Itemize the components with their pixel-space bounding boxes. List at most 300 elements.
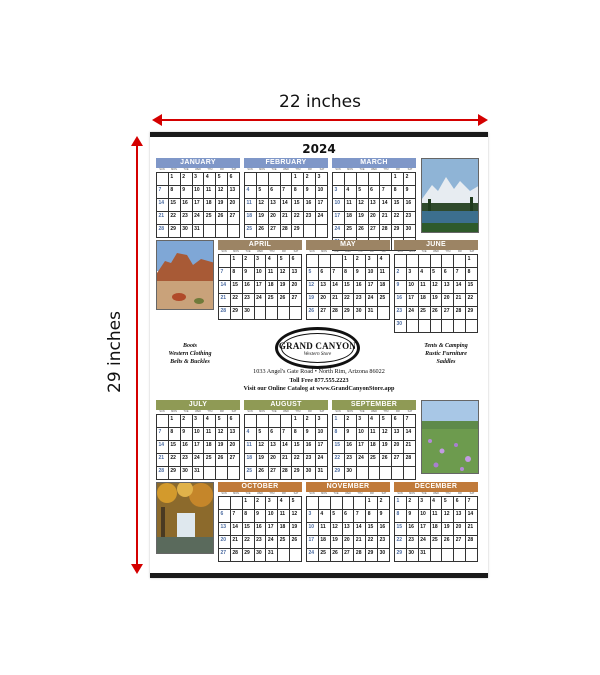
day-cell: 24 [255, 294, 267, 307]
empty-day-cell [466, 549, 478, 562]
weekday-label: TUE [271, 410, 277, 413]
day-cell: 6 [219, 510, 231, 523]
weekday-row [306, 492, 390, 496]
weekday-label: WED [433, 492, 439, 495]
day-cell: 13 [442, 281, 454, 294]
weekday-label: TUE [183, 410, 189, 413]
day-cell: 18 [378, 281, 390, 294]
weekday-label: TUE [183, 168, 189, 171]
day-cell: 26 [307, 307, 319, 320]
day-cell: 2 [404, 173, 416, 186]
day-cell: 2 [354, 255, 366, 268]
day-cell: 7 [157, 428, 169, 441]
day-cell: 15 [392, 199, 404, 212]
day-cell: 26 [290, 536, 302, 549]
day-cell: 28 [157, 467, 169, 480]
weekday-label: THU [383, 410, 389, 413]
day-cell: 30 [345, 467, 357, 480]
day-cell: 22 [169, 212, 181, 225]
day-cell: 20 [319, 294, 331, 307]
day-cell: 28 [354, 549, 366, 562]
empty-day-cell [419, 320, 431, 333]
weekday-label: WED [257, 250, 263, 253]
day-cell: 19 [216, 441, 228, 454]
day-cell: 29 [292, 225, 304, 238]
day-cell: 5 [278, 255, 290, 268]
day-cell: 31 [193, 467, 205, 480]
day-cell: 4 [266, 255, 278, 268]
day-cell: 29 [395, 549, 407, 562]
day-cell: 21 [331, 294, 343, 307]
weekday-label: WED [195, 168, 201, 171]
day-cell: 31 [266, 549, 278, 562]
weekday-row [332, 410, 416, 414]
day-cell: 16 [243, 281, 255, 294]
day-cell: 7 [380, 186, 392, 199]
day-cell: 28 [231, 549, 243, 562]
day-cell: 3 [357, 415, 369, 428]
day-cell: 16 [345, 441, 357, 454]
day-cell: 23 [345, 454, 357, 467]
day-cell: 24 [316, 212, 328, 225]
day-cell: 11 [204, 186, 216, 199]
day-cell: 4 [378, 255, 390, 268]
empty-day-cell [357, 467, 369, 480]
weekday-label: TUE [421, 492, 427, 495]
day-cell: 14 [466, 510, 478, 523]
day-cell: 12 [216, 428, 228, 441]
day-cell: 20 [392, 441, 404, 454]
empty-day-cell [157, 415, 169, 428]
day-cell: 19 [290, 523, 302, 536]
day-cell: 10 [193, 428, 205, 441]
weekday-label: FRI [369, 492, 375, 495]
day-cell: 4 [245, 186, 257, 199]
day-cell: 27 [228, 454, 240, 467]
day-cell: 10 [419, 510, 431, 523]
arrow-left-icon [152, 114, 162, 126]
day-cell: 19 [380, 441, 392, 454]
weekday-label: TUE [421, 250, 427, 253]
day-cell: 2 [407, 497, 419, 510]
day-cell: 27 [369, 225, 381, 238]
day-cell: 17 [316, 199, 328, 212]
day-cell: 1 [466, 255, 478, 268]
day-cell: 4 [319, 510, 331, 523]
day-cell: 31 [366, 307, 378, 320]
day-cell: 11 [431, 510, 443, 523]
day-cell: 10 [366, 268, 378, 281]
day-cell: 13 [392, 428, 404, 441]
day-cell: 9 [354, 268, 366, 281]
day-cell: 23 [354, 294, 366, 307]
day-cell: 6 [319, 268, 331, 281]
day-cell: 18 [431, 523, 443, 536]
day-cell: 29 [343, 307, 355, 320]
day-cell: 18 [419, 294, 431, 307]
empty-day-cell [454, 320, 466, 333]
mountain-lake-photo [421, 158, 479, 233]
day-cell: 4 [431, 497, 443, 510]
day-cell: 18 [278, 523, 290, 536]
day-cell: 22 [169, 454, 181, 467]
day-cell: 9 [243, 268, 255, 281]
day-cell: 27 [219, 549, 231, 562]
top-hanger-bar [150, 132, 488, 137]
weekday-label: MON [171, 168, 177, 171]
left-line-2: Western Clothing [168, 351, 212, 357]
day-cell: 21 [281, 212, 293, 225]
empty-day-cell [369, 173, 381, 186]
day-cell: 14 [331, 281, 343, 294]
empty-day-cell [392, 467, 404, 480]
empty-day-cell [343, 497, 355, 510]
day-cell: 19 [331, 536, 343, 549]
empty-day-cell [454, 255, 466, 268]
day-cell: 28 [404, 454, 416, 467]
empty-day-cell [407, 320, 419, 333]
day-cell: 1 [392, 173, 404, 186]
company-logo [275, 327, 360, 369]
empty-day-cell [157, 173, 169, 186]
empty-day-cell [307, 497, 319, 510]
weekday-label: THU [295, 168, 301, 171]
day-cell: 22 [243, 536, 255, 549]
day-cell: 31 [316, 467, 328, 480]
day-cell: 21 [231, 536, 243, 549]
day-cell: 24 [357, 454, 369, 467]
day-cell: 30 [354, 307, 366, 320]
day-cell: 29 [366, 549, 378, 562]
day-cell: 24 [307, 549, 319, 562]
day-cell: 21 [380, 212, 392, 225]
day-cell: 29 [231, 307, 243, 320]
day-cell: 5 [431, 268, 443, 281]
day-cell: 23 [378, 536, 390, 549]
day-grid [244, 414, 328, 480]
day-cell: 6 [228, 415, 240, 428]
left-product-list [160, 342, 220, 366]
day-cell: 17 [193, 441, 205, 454]
weekday-label: MON [259, 168, 265, 171]
day-cell: 9 [304, 428, 316, 441]
day-cell: 7 [354, 510, 366, 523]
day-cell: 23 [395, 307, 407, 320]
weekday-label: THU [357, 492, 363, 495]
day-cell: 16 [181, 199, 193, 212]
day-cell: 25 [245, 467, 257, 480]
weekday-label: SUN [221, 250, 227, 253]
day-cell: 25 [278, 536, 290, 549]
day-cell: 3 [193, 173, 205, 186]
day-cell: 13 [269, 441, 281, 454]
day-cell: 30 [181, 467, 193, 480]
weekday-label: MON [233, 250, 239, 253]
day-cell: 2 [345, 415, 357, 428]
logo-subtitle: Western Store [303, 352, 332, 357]
day-cell: 10 [357, 428, 369, 441]
day-cell: 16 [404, 199, 416, 212]
right-line-1: Tents & Camping [424, 343, 468, 349]
weekday-label: TUE [359, 168, 365, 171]
day-cell: 18 [204, 199, 216, 212]
day-cell: 26 [257, 225, 269, 238]
day-cell: 30 [404, 225, 416, 238]
left-line-3: Belts & Buckles [170, 359, 210, 365]
empty-day-cell [466, 320, 478, 333]
month-july [156, 400, 240, 480]
month-april [218, 240, 302, 320]
day-cell: 9 [255, 510, 267, 523]
weekday-label: FRI [457, 250, 463, 253]
empty-day-cell [269, 173, 281, 186]
day-cell: 14 [281, 441, 293, 454]
day-cell: 19 [431, 294, 443, 307]
day-cell: 19 [216, 199, 228, 212]
empty-day-cell [216, 225, 228, 238]
day-cell: 6 [228, 173, 240, 186]
weekday-label: SAT [407, 168, 413, 171]
weekday-row [244, 410, 328, 414]
day-cell: 7 [331, 268, 343, 281]
day-cell: 13 [269, 199, 281, 212]
day-cell: 7 [219, 268, 231, 281]
weekday-label: SAT [469, 250, 475, 253]
day-cell: 25 [204, 212, 216, 225]
day-cell: 21 [281, 454, 293, 467]
day-cell: 4 [278, 497, 290, 510]
month-may [306, 240, 390, 320]
month-september [332, 400, 416, 480]
day-cell: 18 [204, 441, 216, 454]
day-cell: 23 [304, 212, 316, 225]
day-cell: 5 [331, 510, 343, 523]
weekday-label: FRI [369, 250, 375, 253]
weekday-label: TUE [359, 410, 365, 413]
weekday-row [332, 168, 416, 172]
day-cell: 25 [378, 294, 390, 307]
weekday-label: THU [207, 168, 213, 171]
day-cell: 2 [304, 173, 316, 186]
day-cell: 15 [292, 199, 304, 212]
month-header: SEPTEMBER [332, 400, 416, 410]
weekday-label: SUN [159, 410, 165, 413]
day-cell: 28 [331, 307, 343, 320]
day-cell: 10 [407, 281, 419, 294]
empty-day-cell [380, 467, 392, 480]
weekday-label: SAT [319, 410, 325, 413]
day-cell: 28 [157, 225, 169, 238]
day-cell: 15 [343, 281, 355, 294]
day-cell: 10 [255, 268, 267, 281]
day-cell: 16 [304, 441, 316, 454]
empty-day-cell [442, 320, 454, 333]
empty-day-cell [228, 467, 240, 480]
day-cell: 29 [392, 225, 404, 238]
day-cell: 26 [257, 467, 269, 480]
day-cell: 28 [380, 225, 392, 238]
day-cell: 16 [378, 523, 390, 536]
empty-day-cell [331, 497, 343, 510]
day-cell: 12 [290, 510, 302, 523]
day-cell: 17 [333, 212, 345, 225]
day-grid [218, 496, 302, 562]
day-cell: 22 [292, 212, 304, 225]
day-cell: 18 [245, 212, 257, 225]
day-cell: 24 [366, 294, 378, 307]
day-cell: 23 [404, 212, 416, 225]
weekday-label: MON [171, 410, 177, 413]
day-cell: 21 [354, 536, 366, 549]
day-cell: 14 [157, 441, 169, 454]
day-cell: 3 [333, 186, 345, 199]
day-cell: 14 [404, 428, 416, 441]
weekday-label: SUN [335, 410, 341, 413]
day-cell: 1 [243, 497, 255, 510]
day-cell: 31 [193, 225, 205, 238]
day-cell: 14 [219, 281, 231, 294]
weekday-label: MON [347, 410, 353, 413]
day-cell: 12 [278, 268, 290, 281]
day-cell: 9 [181, 428, 193, 441]
day-cell: 12 [307, 281, 319, 294]
day-cell: 16 [255, 523, 267, 536]
right-line-2: Rustic Furniture [425, 351, 467, 357]
logo-title: GRAND CANYON [278, 341, 357, 351]
day-cell: 14 [454, 281, 466, 294]
day-cell: 11 [204, 428, 216, 441]
day-cell: 20 [269, 212, 281, 225]
day-cell: 15 [466, 281, 478, 294]
catalog-url: Visit our Online Catalog at www.GrandCanyonStore.app [243, 385, 395, 392]
day-cell: 7 [231, 510, 243, 523]
empty-day-cell [442, 255, 454, 268]
weekday-label: SAT [381, 250, 387, 253]
day-cell: 12 [431, 281, 443, 294]
empty-day-cell [319, 255, 331, 268]
day-cell: 20 [269, 454, 281, 467]
day-cell: 27 [319, 307, 331, 320]
day-cell: 15 [292, 441, 304, 454]
day-cell: 26 [357, 225, 369, 238]
day-cell: 10 [333, 199, 345, 212]
weekday-label: MON [321, 492, 327, 495]
day-cell: 3 [307, 510, 319, 523]
right-line-3: Saddles [436, 359, 456, 365]
day-cell: 20 [219, 536, 231, 549]
wildflower-meadow-photo [421, 400, 479, 474]
day-cell: 6 [392, 415, 404, 428]
weekday-label: FRI [307, 410, 313, 413]
empty-day-cell [395, 255, 407, 268]
day-cell: 5 [307, 268, 319, 281]
weekday-label: SUN [159, 168, 165, 171]
weekday-label: THU [269, 250, 275, 253]
day-cell: 7 [157, 186, 169, 199]
day-cell: 6 [269, 428, 281, 441]
weekday-label: SUN [309, 492, 315, 495]
day-cell: 8 [392, 186, 404, 199]
day-cell: 3 [366, 255, 378, 268]
empty-day-cell [204, 225, 216, 238]
day-cell: 29 [243, 549, 255, 562]
height-line [136, 144, 138, 566]
day-cell: 22 [395, 536, 407, 549]
day-cell: 29 [466, 307, 478, 320]
store-address: 1033 Angel's Gate Road • North Rim, Arizona 86022 [253, 368, 385, 375]
month-january [156, 158, 240, 238]
day-grid [332, 414, 416, 480]
weekday-label: SUN [247, 410, 253, 413]
weekday-label: WED [433, 250, 439, 253]
day-cell: 9 [345, 428, 357, 441]
width-label: 22 inches [279, 92, 361, 112]
month-june [394, 240, 478, 333]
empty-day-cell [257, 415, 269, 428]
day-cell: 24 [193, 454, 205, 467]
day-cell: 11 [245, 199, 257, 212]
day-cell: 20 [454, 523, 466, 536]
day-cell: 31 [419, 549, 431, 562]
weekday-label: SAT [407, 410, 413, 413]
toll-free-number: Toll Free 877.555.2223 [289, 377, 349, 384]
weekday-label: SAT [231, 168, 237, 171]
width-dimension [152, 92, 488, 132]
day-cell: 24 [193, 212, 205, 225]
empty-day-cell [204, 467, 216, 480]
day-cell: 23 [407, 536, 419, 549]
day-cell: 1 [343, 255, 355, 268]
day-cell: 13 [369, 199, 381, 212]
day-cell: 13 [228, 428, 240, 441]
month-march [332, 158, 416, 251]
weekday-label: SAT [293, 250, 299, 253]
month-november [306, 482, 390, 562]
day-cell: 20 [442, 294, 454, 307]
day-cell: 18 [345, 212, 357, 225]
day-cell: 29 [169, 225, 181, 238]
empty-day-cell [431, 255, 443, 268]
day-cell: 22 [392, 212, 404, 225]
calendar-poster [150, 132, 488, 578]
empty-day-cell [404, 467, 416, 480]
day-cell: 16 [304, 199, 316, 212]
day-cell: 11 [245, 441, 257, 454]
day-grid [394, 496, 478, 562]
day-cell: 20 [228, 441, 240, 454]
day-grid [306, 496, 390, 562]
day-cell: 8 [292, 186, 304, 199]
empty-day-cell [319, 497, 331, 510]
right-product-list [414, 342, 478, 366]
day-cell: 1 [292, 415, 304, 428]
day-cell: 28 [219, 307, 231, 320]
day-cell: 21 [157, 454, 169, 467]
empty-day-cell [216, 467, 228, 480]
day-cell: 21 [404, 441, 416, 454]
day-cell: 6 [454, 497, 466, 510]
day-cell: 8 [333, 428, 345, 441]
weekday-label: FRI [219, 410, 225, 413]
empty-day-cell [431, 549, 443, 562]
day-cell: 4 [245, 428, 257, 441]
day-cell: 15 [169, 441, 181, 454]
empty-day-cell [333, 173, 345, 186]
day-cell: 1 [333, 415, 345, 428]
day-cell: 5 [257, 428, 269, 441]
day-cell: 20 [290, 281, 302, 294]
day-cell: 27 [454, 536, 466, 549]
